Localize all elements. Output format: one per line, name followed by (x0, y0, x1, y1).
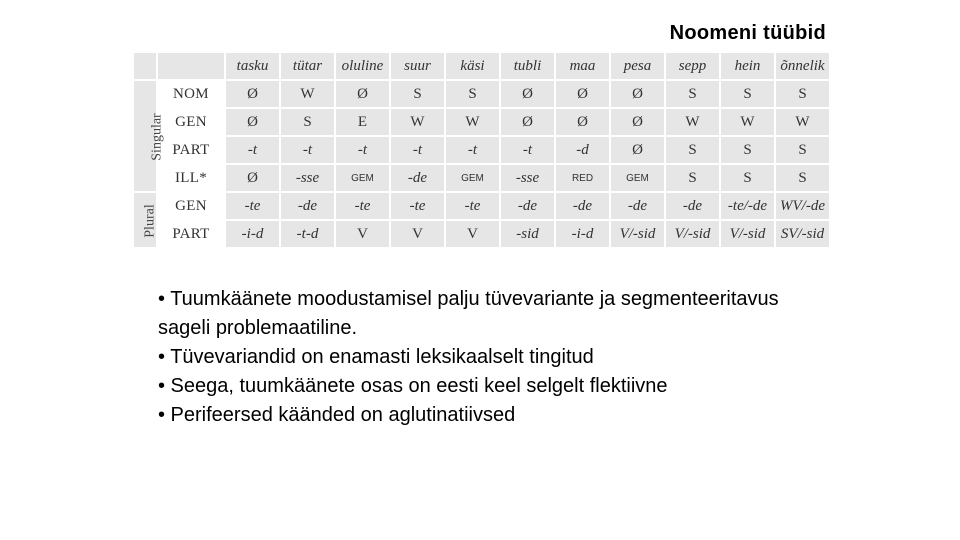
table-cell: Ø (611, 109, 664, 137)
table-cell: -t (446, 137, 499, 165)
column-header: oluline (336, 53, 389, 81)
table-row (134, 165, 829, 193)
table-cell: -de (501, 193, 554, 221)
bullet-item: • Seega, tuumkäänete osas on eesti keel selgelt flektiivne (158, 375, 668, 397)
row-header: NOM (158, 81, 224, 109)
table-cell: S (721, 137, 774, 165)
table-cell: Ø (226, 165, 279, 193)
table-cell: -te/-de (721, 193, 774, 221)
row-header: GEN (158, 193, 224, 221)
table-cell: S (281, 109, 334, 137)
column-header: käsi (446, 53, 499, 81)
table-cell: -de (666, 193, 719, 221)
row-group-text: Singular (149, 112, 165, 161)
table-cell: RED (556, 165, 609, 193)
row-header: GEN (158, 109, 224, 137)
column-header: maa (556, 53, 609, 81)
table-cell: S (776, 137, 829, 165)
table-cell: -sse (281, 165, 334, 193)
table-cell: -i-d (226, 221, 279, 249)
row-header: PART (158, 137, 224, 165)
table-cell: Ø (226, 109, 279, 137)
table-cell: W (776, 109, 829, 137)
bullet-item: • Tüvevariandid on enamasti leksikaalselt tingitud (158, 346, 594, 368)
table-cell: Ø (336, 81, 389, 109)
row-group-label (134, 193, 156, 249)
table-cell: GEM (611, 165, 664, 193)
bullet-item: • Tuumkäänete moodustamisel palju tüvevariante ja segmenteeritavus sageli problemaatiline. (158, 288, 779, 339)
table-cell: Ø (611, 81, 664, 109)
table-cell: Ø (556, 109, 609, 137)
table-cell: Ø (501, 109, 554, 137)
table-cell: W (391, 109, 444, 137)
row-group-text: Plural (142, 203, 158, 238)
column-header: tasku (226, 53, 279, 81)
table-row (134, 221, 829, 249)
column-header: suur (391, 53, 444, 81)
table-cell: -t-d (281, 221, 334, 249)
row-header: PART (158, 221, 224, 249)
table-cell: V (446, 221, 499, 249)
table-row (134, 81, 829, 109)
table-cell: -de (556, 193, 609, 221)
table-cell: -t (391, 137, 444, 165)
table-header-row (134, 53, 829, 81)
table-cell: GEM (336, 165, 389, 193)
table-cell: S (666, 81, 719, 109)
table-cell: -t (336, 137, 389, 165)
table-cell: V (391, 221, 444, 249)
table-cell: Ø (226, 81, 279, 109)
table-cell: V/-sid (666, 221, 719, 249)
table-cell: S (776, 81, 829, 109)
table-cell: -te (446, 193, 499, 221)
table-cell: V (336, 221, 389, 249)
table-cell: V/-sid (721, 221, 774, 249)
bullet-list (158, 285, 818, 430)
table-cell: -d (556, 137, 609, 165)
column-header: pesa (611, 53, 664, 81)
table-row (134, 137, 829, 165)
table-cell: -sid (501, 221, 554, 249)
column-header: tütar (281, 53, 334, 81)
table-cell: Ø (501, 81, 554, 109)
table-cell: W (666, 109, 719, 137)
table-cell: S (666, 137, 719, 165)
column-header: sepp (666, 53, 719, 81)
table-cell: S (721, 81, 774, 109)
table-row (134, 109, 829, 137)
column-header: hein (721, 53, 774, 81)
table-cell: -te (226, 193, 279, 221)
table-cell: -de (391, 165, 444, 193)
table-cell: -sse (501, 165, 554, 193)
table-cell: S (446, 81, 499, 109)
row-header: ILL* (158, 165, 224, 193)
table-cell: S (666, 165, 719, 193)
table-cell: V/-sid (611, 221, 664, 249)
table-cell: S (776, 165, 829, 193)
table-cell: GEM (446, 165, 499, 193)
column-header: õnnelik (776, 53, 829, 81)
paradigm-table-wrapper (132, 53, 831, 249)
table-cell: -de (611, 193, 664, 221)
table-cell: E (336, 109, 389, 137)
table-cell: W (281, 81, 334, 109)
bullet-item: • Perifeersed käänded on aglutinatiivsed (158, 404, 516, 426)
table-cell: S (391, 81, 444, 109)
row-group-label (134, 81, 165, 193)
table-cell: -te (391, 193, 444, 221)
table-cell: Ø (611, 137, 664, 165)
table-cell: -te (336, 193, 389, 221)
table-cell: W (721, 109, 774, 137)
slide-title: Noomeni tüübid (669, 22, 826, 44)
table-cell: -t (501, 137, 554, 165)
table-cell: -t (281, 137, 334, 165)
table-cell: -de (281, 193, 334, 221)
table-cell: Ø (556, 81, 609, 109)
table-cell: SV/-sid (776, 221, 829, 249)
table-corner-label (158, 53, 224, 81)
table-row (134, 193, 829, 221)
table-cell: -i-d (556, 221, 609, 249)
table-cell: -t (226, 137, 279, 165)
noun-paradigm-table (132, 53, 831, 249)
table-cell: S (721, 165, 774, 193)
column-header: tubli (501, 53, 554, 81)
table-cell: WV/-de (776, 193, 829, 221)
table-corner (134, 53, 156, 81)
table-cell: W (446, 109, 499, 137)
